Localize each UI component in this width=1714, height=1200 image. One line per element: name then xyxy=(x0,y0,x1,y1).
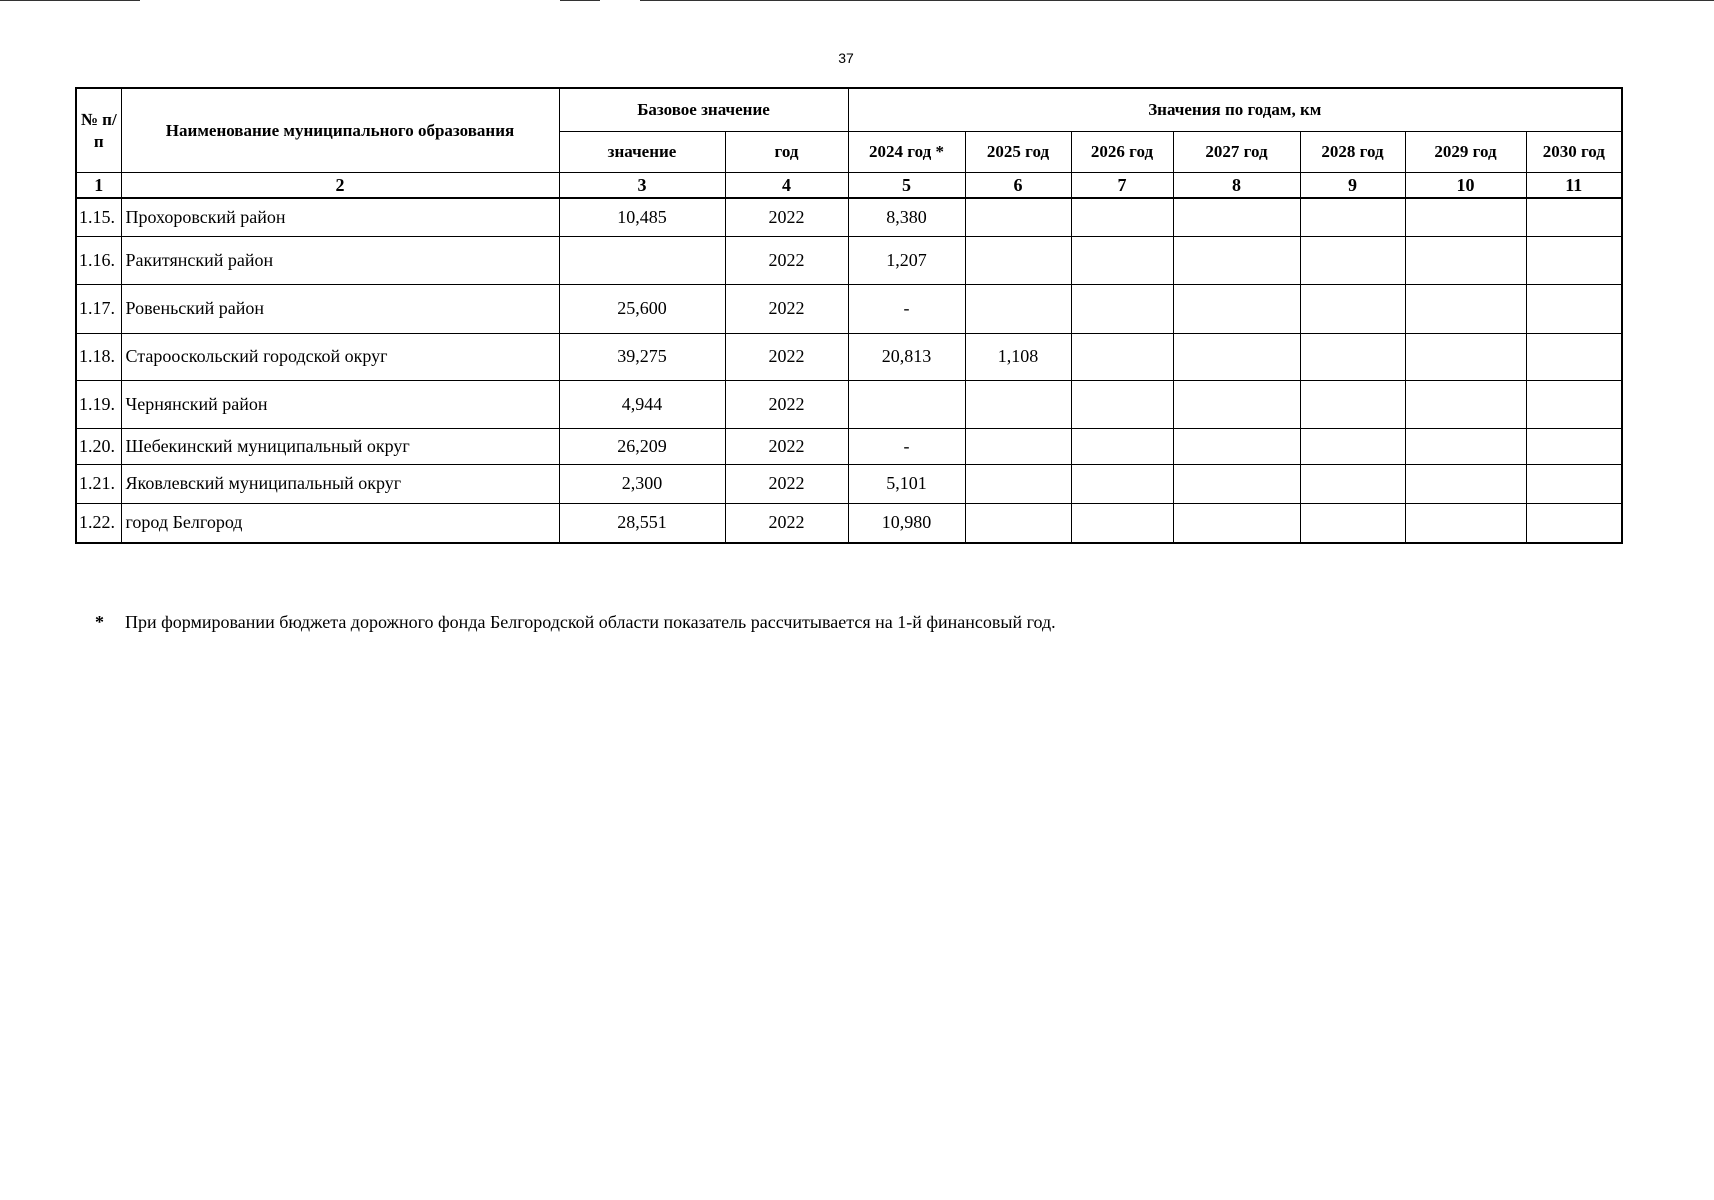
row-year-value-cell xyxy=(848,380,965,428)
header-base-value: значение xyxy=(559,132,725,173)
row-year-value-cell xyxy=(1405,198,1526,236)
header-years-group: Значения по годам, км xyxy=(848,88,1622,132)
row-base-year-cell: 2022 xyxy=(725,503,848,543)
row-code-cell: 1.19. xyxy=(76,380,121,428)
column-number-9: 9 xyxy=(1300,173,1405,199)
header-base-value-group: Базовое значение xyxy=(559,88,848,132)
row-code-cell: 1.15. xyxy=(76,198,121,236)
table-row xyxy=(76,284,1622,333)
column-number-10: 10 xyxy=(1405,173,1526,199)
row-year-value-cell: - xyxy=(848,284,965,333)
row-year-value-cell: 10,980 xyxy=(848,503,965,543)
row-year-value-cell xyxy=(1300,464,1405,503)
row-year-value-cell xyxy=(1526,333,1622,380)
row-name-cell: Шебекинский муниципальный округ xyxy=(121,428,559,464)
row-base-value-cell xyxy=(559,236,725,284)
scan-edge-line-left xyxy=(0,0,140,1)
row-base-value-cell: 4,944 xyxy=(559,380,725,428)
row-year-value-cell xyxy=(1071,236,1173,284)
header-base-year: год xyxy=(725,132,848,173)
header-year-6: 2030 год xyxy=(1526,132,1622,173)
row-code-cell: 1.18. xyxy=(76,333,121,380)
scan-edge-line-mid xyxy=(560,0,600,1)
row-year-value-cell xyxy=(1526,428,1622,464)
row-base-value-cell: 28,551 xyxy=(559,503,725,543)
row-code-cell: 1.16. xyxy=(76,236,121,284)
column-number-7: 7 xyxy=(1071,173,1173,199)
header-year-0: 2024 год * xyxy=(848,132,965,173)
row-year-value-cell xyxy=(1405,428,1526,464)
header-year-1: 2025 год xyxy=(965,132,1071,173)
row-year-value-cell xyxy=(1526,380,1622,428)
footnote-text: При формировании бюджета дорожного фонда Белгородской области показатель рассчитывается на 1-й финансовый год. xyxy=(125,612,1056,632)
row-name-cell: город Белгород xyxy=(121,503,559,543)
row-year-value-cell xyxy=(1173,284,1300,333)
row-base-year-cell: 2022 xyxy=(725,380,848,428)
row-code-cell: 1.21. xyxy=(76,464,121,503)
table-row xyxy=(76,236,1622,284)
row-year-value-cell xyxy=(1526,236,1622,284)
row-name-cell: Ровеньский район xyxy=(121,284,559,333)
row-base-value-cell: 25,600 xyxy=(559,284,725,333)
row-year-value-cell xyxy=(1071,464,1173,503)
row-year-value-cell xyxy=(1405,236,1526,284)
row-year-value-cell xyxy=(1173,503,1300,543)
row-year-value-cell xyxy=(1300,198,1405,236)
row-year-value-cell xyxy=(965,198,1071,236)
row-base-year-cell: 2022 xyxy=(725,428,848,464)
row-year-value-cell xyxy=(965,284,1071,333)
row-base-year-cell: 2022 xyxy=(725,198,848,236)
row-name-cell: Прохоровский район xyxy=(121,198,559,236)
table-row xyxy=(76,503,1622,543)
table-row xyxy=(76,428,1622,464)
municipal-indicators-table xyxy=(75,87,1623,544)
row-year-value-cell: 8,380 xyxy=(848,198,965,236)
row-year-value-cell xyxy=(1300,236,1405,284)
row-year-value-cell xyxy=(1300,503,1405,543)
row-base-value-cell: 26,209 xyxy=(559,428,725,464)
column-number-6: 6 xyxy=(965,173,1071,199)
column-number-2: 2 xyxy=(121,173,559,199)
row-year-value-cell: 1,108 xyxy=(965,333,1071,380)
row-year-value-cell xyxy=(1173,428,1300,464)
row-base-value-cell: 39,275 xyxy=(559,333,725,380)
table-row xyxy=(76,464,1622,503)
row-year-value-cell xyxy=(1173,333,1300,380)
row-year-value-cell xyxy=(1173,380,1300,428)
row-year-value-cell xyxy=(1405,333,1526,380)
footnote-marker: * xyxy=(95,612,104,632)
row-year-value-cell xyxy=(965,236,1071,284)
row-base-year-cell: 2022 xyxy=(725,464,848,503)
row-year-value-cell: 5,101 xyxy=(848,464,965,503)
column-number-5: 5 xyxy=(848,173,965,199)
header-year-5: 2029 год xyxy=(1405,132,1526,173)
row-year-value-cell xyxy=(1526,198,1622,236)
row-base-year-cell: 2022 xyxy=(725,236,848,284)
row-year-value-cell xyxy=(1173,236,1300,284)
row-year-value-cell xyxy=(965,380,1071,428)
row-name-cell: Яковлевский муниципальный округ xyxy=(121,464,559,503)
column-number-11: 11 xyxy=(1526,173,1622,199)
header-year-2: 2026 год xyxy=(1071,132,1173,173)
table-row xyxy=(76,380,1622,428)
header-year-4: 2028 год xyxy=(1300,132,1405,173)
row-year-value-cell xyxy=(1071,380,1173,428)
row-name-cell: Чернянский район xyxy=(121,380,559,428)
row-year-value-cell xyxy=(1300,333,1405,380)
row-year-value-cell xyxy=(1526,503,1622,543)
footnote xyxy=(95,612,1056,633)
page-number: 37 xyxy=(838,50,854,66)
row-year-value-cell xyxy=(1405,380,1526,428)
row-year-value-cell xyxy=(1071,198,1173,236)
row-code-cell: 1.17. xyxy=(76,284,121,333)
row-year-value-cell xyxy=(1405,284,1526,333)
row-base-value-cell: 10,485 xyxy=(559,198,725,236)
header-year-3: 2027 год xyxy=(1173,132,1300,173)
scan-edge-line-right xyxy=(640,0,1714,1)
row-year-value-cell xyxy=(1173,198,1300,236)
row-year-value-cell xyxy=(1300,284,1405,333)
row-name-cell: Ракитянский район xyxy=(121,236,559,284)
column-number-1: 1 xyxy=(76,173,121,199)
column-number-8: 8 xyxy=(1173,173,1300,199)
row-year-value-cell xyxy=(1071,428,1173,464)
table-row xyxy=(76,333,1622,380)
table-row xyxy=(76,198,1622,236)
row-year-value-cell xyxy=(965,428,1071,464)
row-name-cell: Старооскольский городской округ xyxy=(121,333,559,380)
row-year-value-cell xyxy=(1071,333,1173,380)
row-year-value-cell xyxy=(965,503,1071,543)
row-year-value-cell xyxy=(1526,284,1622,333)
row-base-year-cell: 2022 xyxy=(725,333,848,380)
row-base-value-cell: 2,300 xyxy=(559,464,725,503)
row-year-value-cell: - xyxy=(848,428,965,464)
row-year-value-cell xyxy=(1071,503,1173,543)
header-municipality-name: Наименование муниципального образования xyxy=(121,88,559,173)
row-code-cell: 1.22. xyxy=(76,503,121,543)
row-base-year-cell: 2022 xyxy=(725,284,848,333)
row-code-cell: 1.20. xyxy=(76,428,121,464)
row-year-value-cell: 1,207 xyxy=(848,236,965,284)
row-year-value-cell xyxy=(1405,503,1526,543)
row-year-value-cell xyxy=(965,464,1071,503)
column-number-4: 4 xyxy=(725,173,848,199)
row-year-value-cell xyxy=(1405,464,1526,503)
row-year-value-cell xyxy=(1071,284,1173,333)
row-year-value-cell xyxy=(1173,464,1300,503)
row-year-value-cell xyxy=(1300,428,1405,464)
row-year-value-cell xyxy=(1526,464,1622,503)
row-year-value-cell: 20,813 xyxy=(848,333,965,380)
header-number: № п/п xyxy=(76,88,121,173)
column-number-3: 3 xyxy=(559,173,725,199)
row-year-value-cell xyxy=(1300,380,1405,428)
data-table-container xyxy=(75,87,1621,544)
